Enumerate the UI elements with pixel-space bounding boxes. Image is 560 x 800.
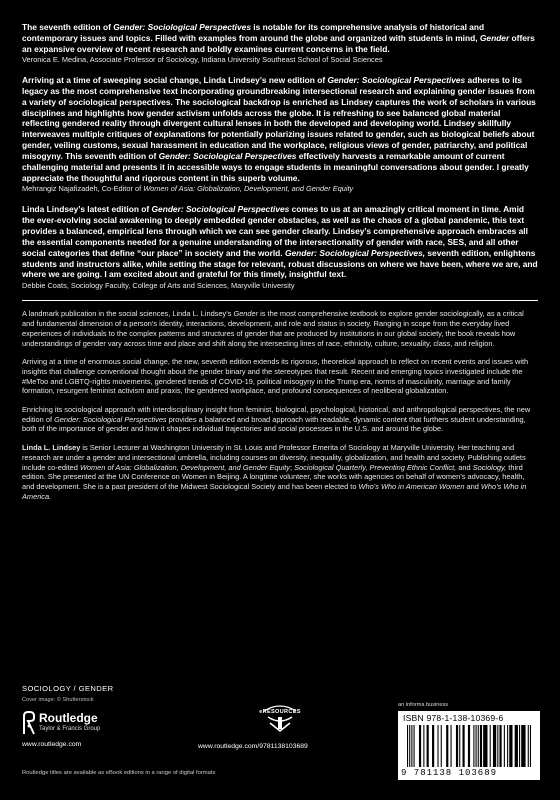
barcode-bar: [507, 725, 508, 767]
publisher-name: Routledge: [39, 711, 98, 725]
barcode-bar: [462, 725, 464, 767]
barcode-bar: [473, 725, 474, 767]
section-divider: [22, 300, 538, 301]
barcode-bar: [499, 725, 501, 767]
description-section: [22, 309, 538, 501]
informa-tagline: an informa business: [398, 702, 449, 708]
isbn-text: ISBN 978-1-138-10369-6: [403, 713, 504, 723]
barcode-bar: [432, 725, 434, 767]
reviews-section: [22, 22, 538, 301]
barcode-bar: [480, 725, 482, 767]
description-paragraph-3: Enriching its sociological approach with interdisciplinary insight from feminist, biological, psychological, historical, and anthropological perspectives, the new edition of Gender: Sociological Perspectives provides a balanced and broad approach with readable, dynamic content that furthers student understanding, both of the importance of gender and how it shapes individual trajectories and social processes in the U.S. and around the globe.: [22, 405, 531, 434]
description-paragraph-1: A landmark publication in the social sciences, Linda L. Lindsey’s Gender is the most comprehensive textbook to explore gender sociologically, as a critical and fundamental dimension of a person’s identity, interactions, development, and role and status in society. Ranging in scope from the everyday lived experiences of individuals to the complex patterns and structures of gender that are produced by institutions in our global society, the book reveals how understandings of gender vary across time and place and shift along the intersecting lines of race, ethnicity, culture, sexuality, class, and religion.: [22, 309, 524, 348]
subject-category: SOCIOLOGY / GENDER: [22, 684, 114, 693]
barcode-bar: [483, 725, 487, 767]
barcode-bar: [530, 725, 531, 767]
publisher-url[interactable]: www.routledge.com: [22, 741, 82, 748]
eresources-label: eRESOURCES: [259, 709, 301, 715]
publisher-subtitle: Taylor & Francis Group: [39, 726, 101, 732]
barcode-bar: [423, 725, 424, 767]
cover-credit: Cover image: © Shutterstock: [22, 697, 94, 703]
review-text: The seventh edition of Gender: Sociological Perspectives is notable for its comprehensive analysis of historical and contemporary issues and topics. Filled with examples from around the globe and organized with students in mind, Gender offers an expansive overview of recent research and boldly examines current concerns in the field.: [22, 22, 535, 54]
barcode-bar: [504, 725, 505, 767]
barcode-bar: [407, 725, 408, 767]
ebook-footer: Routledge titles are available as eBook editions in a range of digital formats: [22, 770, 216, 776]
barcode-bar: [441, 725, 442, 767]
barcode-bar: [493, 725, 496, 767]
barcode-bar: [414, 725, 415, 767]
description-paragraph-4: Linda L. Lindsey is Senior Lecturer at Washington University in St. Louis and Professor Emerita of Sociology at Maryville University. Her teaching and research are under a gender and intersectional umbrella, including courses on diversity, inequality, globalization, and health and society. Publishing outlets include co-edited Women of Asia: Globalization, Development, and Gender Equity; Sociological Quarterly, Preventing Ethnic Conflict, and Sociology, third edition. She presented at the UN Conference on Women in Beijing. A longtime volunteer, she works with agencies on behalf of women’s advocacy, health, and development. She is a past president of the Midwest Sociological Society and has been elected to Who’s Who in American Women and Who’s Who in America.: [22, 443, 527, 501]
review-3: [22, 204, 538, 290]
barcode-bar: [490, 725, 491, 767]
barcode-image: [403, 725, 535, 770]
eresources-badge: [258, 703, 302, 737]
barcode-bar: [427, 725, 429, 767]
barcode-bar: [476, 725, 477, 767]
review-attribution: Veronica E. Medina, Associate Professor of Sociology, Indiana University Southeast School of Social Sciences: [22, 55, 383, 65]
barcode-bar: [515, 725, 518, 767]
review-1: [22, 22, 538, 65]
barcode-bar: [411, 725, 412, 767]
routledge-mark-icon: [22, 710, 36, 736]
eresources-url[interactable]: www.routledge.com/9781138103689: [198, 743, 308, 750]
barcode-number: 9 781138 103689: [401, 768, 498, 778]
barcode-bar: [528, 725, 529, 767]
barcode-bar: [459, 725, 460, 767]
review-2: [22, 75, 538, 194]
barcode-bar: [509, 725, 512, 767]
routledge-logo: [22, 710, 142, 750]
review-attribution: Debbie Coats, Sociology Faculty, College of Arts and Sciences, Maryville University: [22, 280, 295, 290]
description-paragraph-2: Arriving at a time of enormous social change, the new, seventh edition extends its rigorous, theoretical approach to reflect on recent events and issues with insights that challenge conventional thought about the gender binary and the stereotypes that result. Recent and emerging topics investigated include the #MeToo and LGBTQ-rights movements, gendered trends of COVID-19, political misogyny in the Trump era, norms of masculinity, marriage and family formation, resurgent feminist activism and praxis, the gendered workplace, and profound consequences of neoliberal globalization.: [22, 357, 529, 396]
content-column: [22, 22, 538, 510]
barcode-bar: [409, 725, 410, 767]
barcode-bar: [456, 725, 458, 767]
barcode-panel: [398, 711, 540, 780]
barcode-bar: [419, 725, 421, 767]
review-text: Arriving at a time of sweeping social change, Linda Lindsey’s new edition of Gender: Sociological Perspectives adheres to its legacy as the most comprehensive text incorporating groundbreaking intersectional research and explaining gender issues from a variety of sociological perspectives. The sociological backdrop is enriched as Lindsey captures the work of scholars in various disciplines and highlights how gender activism unfolds across the globe. It is refreshing to see balanced global material reflecting gendered reality through divergent cultural lenses in both the developed and developing world. Lindsey skillfully interweaves multiple critiques of explanations for potentially polarizing issues related to gender, such as biological beliefs about gender, veiling customs, sexual harassment in education and the workplace, religious views of gender, patriarchy, and political misogyny. This seventh edition of Gender: Sociological Perspectives effectively harvests a remarkable amount of current challenging material and presents it in accessible ways to engage students in meaningful conversations about gender. I greatly appreciate the thoughtful and rigorous content in this superb volume.: [22, 74, 536, 183]
barcode-bar: [478, 725, 479, 767]
barcode-bar: [519, 725, 520, 767]
barcode-bar: [497, 725, 498, 767]
barcode-bar: [468, 725, 470, 767]
barcode-bar: [451, 725, 452, 767]
barcode-bar: [521, 725, 525, 767]
review-text: Linda Lindsey’s latest edition of Gender: Sociological Perspectives comes to us at an amazingly critical moment in time. Amid the ever-evolving social awakening to deeply embedded gender obstacles, as well as the chaos of a global pandemic, this text provides a balanced, empirical lens through which we can see gender clearly. Lindsey’s comprehensive approach embraces all the essential components needed for a genuine understanding of the intersectionality of gender with race, SES, and all other social categories that define “our place” in society and the world. Gender: Sociological Perspectives, seventh edition, enlightens students and instructors alike, while setting the stage for relevant, robust discussions on where we have been, where we are, and where we are going. I am excited about and grateful for this timely, insightful text.: [22, 203, 538, 280]
barcode-bar: [437, 725, 438, 767]
barcode-bar: [446, 725, 448, 767]
review-attribution: Mehrangiz Najafizadeh, Co-Editor of Women of Asia: Globalization, Development, and Gender Equity: [22, 184, 354, 194]
